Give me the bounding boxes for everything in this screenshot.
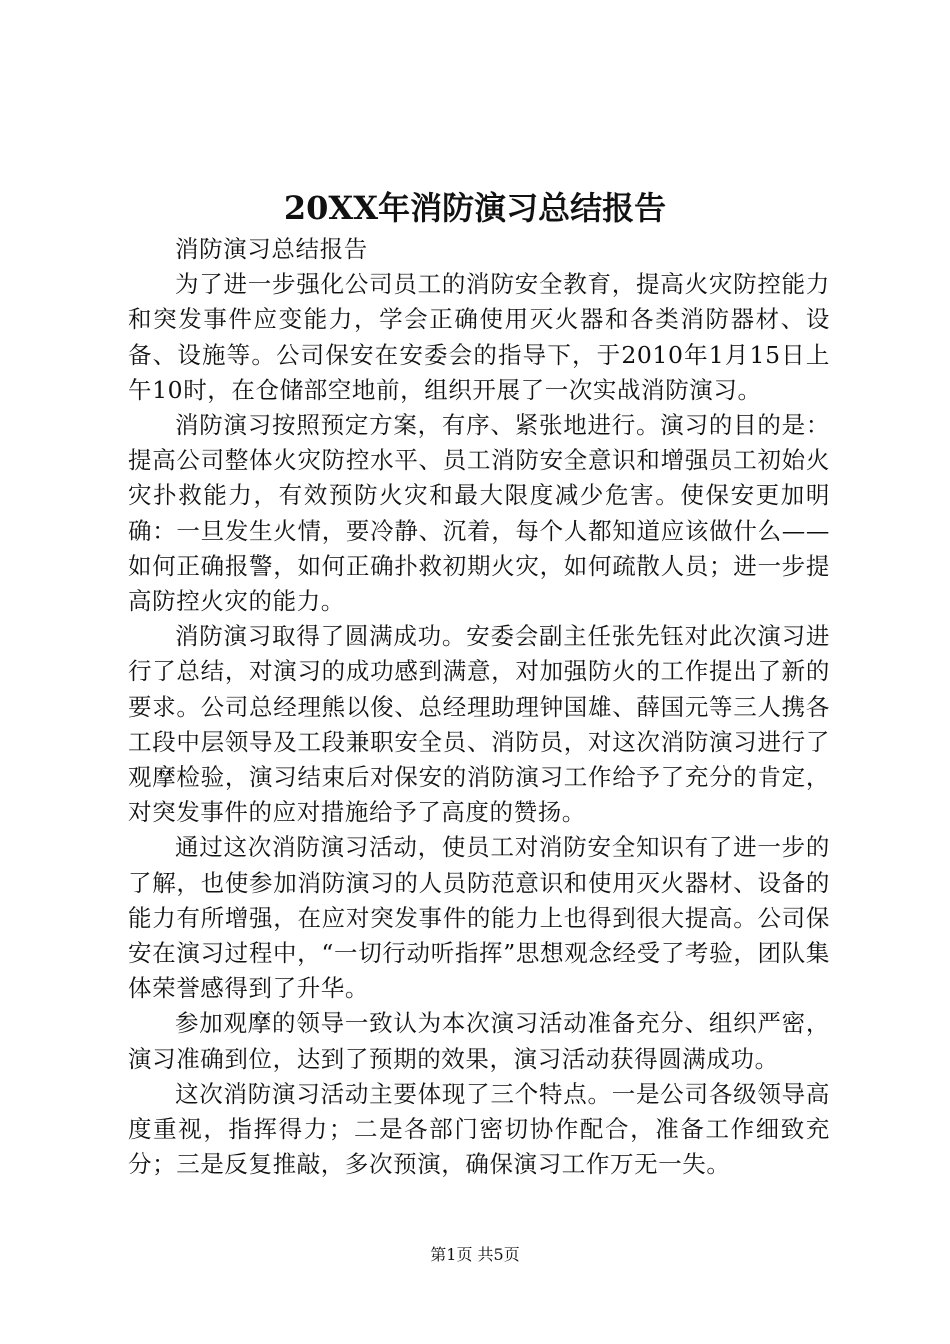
paragraph-subtitle: 消防演习总结报告	[175, 235, 368, 263]
paragraph: 消防演习按照预定方案，有序、紧张地进行。演习的目的是：提高公司整体火灾防控水平、员工消防安全意识和增强员工初始火灾扑救能力，有效预防火灾和最大限度减少危害。使保安更加明确：一旦发生火情，要冷静、沉着，每个人都知道应该做什么——如何正确报警，如何正确扑救初期火灾，如何疏散人员；进一步提高防控火灾的能力。	[128, 411, 830, 616]
document-title: 20XX年消防演习总结报告	[283, 189, 667, 227]
page-footer: 第1页 共5页	[430, 1245, 520, 1264]
paragraph: 这次消防演习活动主要体现了三个特点。一是公司各级领导高度重视，指挥得力；二是各部门密切协作配合，准备工作细致充分；三是反复推敲，多次预演，确保演习工作万无一失。	[128, 1079, 830, 1179]
paragraph: 为了进一步强化公司员工的消防安全教育，提高火灾防控能力和突发事件应变能力，学会正确使用灭火器和各类消防器材、设备、设施等。公司保安在安委会的指导下，于2010年1月15日上午10时，在仓储部空地前，组织开展了一次实战消防演习。	[128, 270, 830, 404]
document-body	[128, 232, 830, 1182]
paragraph: 参加观摩的领导一致认为本次演习活动准备充分、组织严密，演习准确到位，达到了预期的效果，演习活动获得圆满成功。	[128, 1009, 830, 1073]
paragraph: 通过这次消防演习活动，使员工对消防安全知识有了进一步的了解，也使参加消防演习的人员防范意识和使用灭火器材、设备的能力有所增强，在应对突发事件的能力上也得到很大提高。公司保安在演习过程中，“一切行动听指挥”思想观念经受了考验，团队集体荣誉感得到了升华。	[128, 833, 830, 1003]
paragraph: 消防演习取得了圆满成功。安委会副主任张先钰对此次演习进行了总结，对演习的成功感到满意，对加强防火的工作提出了新的要求。公司总经理熊以俊、总经理助理钟国雄、薛国元等三人携各工段中层领导及工段兼职安全员、消防员，对这次消防演习进行了观摩检验，演习结束后对保安的消防演习工作给予了充分的肯定，对突发事件的应对措施给予了高度的赞扬。	[128, 622, 830, 827]
